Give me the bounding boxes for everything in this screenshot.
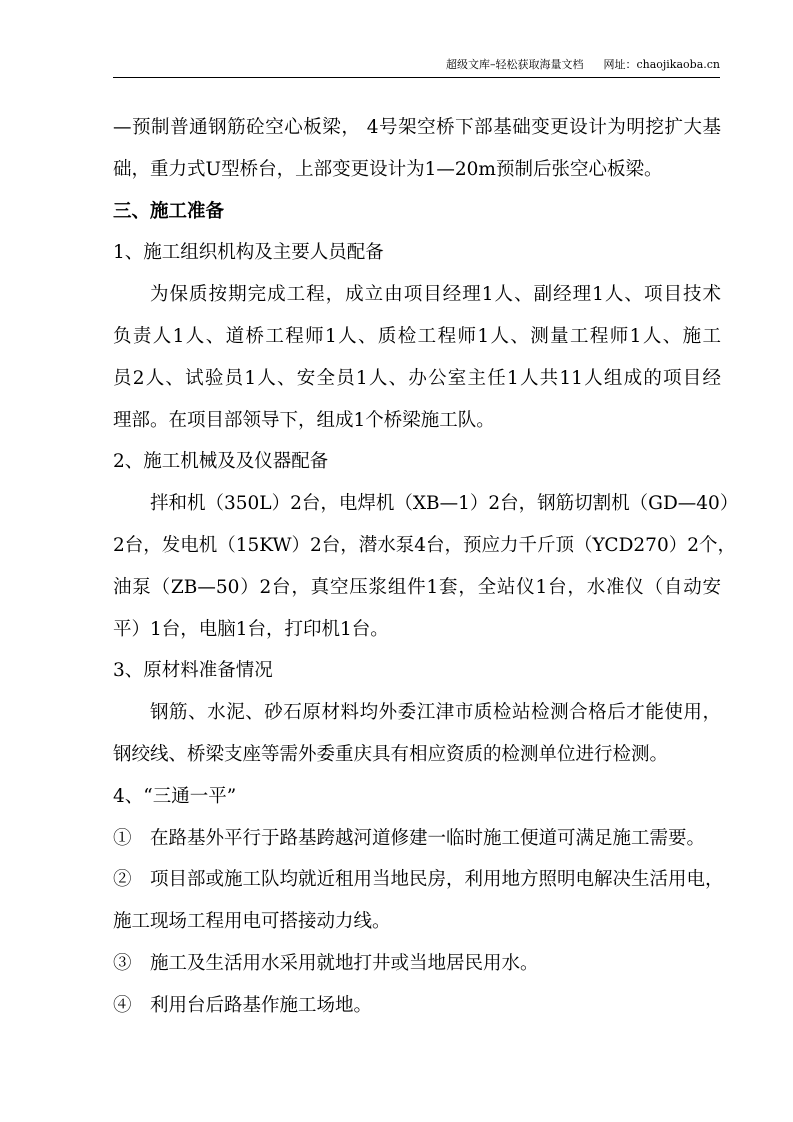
text-line: 拌和机（350L）2台，电焊机（XB—1）2台，钢筋切割机（GD—40） (150, 493, 739, 515)
text-line: 负责人1人、道桥工程师1人、质检工程师1人、测量工程师1人、施工 (113, 325, 721, 347)
text-line: 4、“三通一平” (113, 785, 237, 807)
header-url: 网址：chaojikaoba.cn (603, 58, 720, 71)
text-line: ④ 利用台后路基作施工场地。 (113, 994, 373, 1016)
header-site-name: 超级文库–轻松获取海量文档 (445, 58, 584, 71)
text-line: 员2人、试验员1人、安全员1人、办公室主任1人共11人组成的项目经 (113, 367, 721, 389)
text-line: ② 项目部或施工队均就近租用当地民房，利用地方照明电解决生活用电， (113, 869, 724, 891)
text-line: 2台，发电机（15KW）2台，潜水泵4台，预应力千斤顶（YCD270）2个， (113, 534, 736, 556)
text-line: 钢筋、水泥、砂石原材料均外委江津市质检站检测合格后才能使用， (150, 702, 721, 724)
text-line: 1、施工组织机构及主要人员配备 (113, 242, 384, 264)
text-line: —预制普通钢筋砼空心板梁， 4号架空桥下部基础变更设计为明挖扩大基 (113, 117, 721, 138)
text-line: 3、原材料准备情况 (113, 660, 273, 682)
text-line: ① 在路基外平行于路基跨越河道修建一临时施工便道可满足施工需要。 (113, 827, 706, 849)
text-line: 础，重力式U型桥台，上部变更设计为1—20m预制后张空心板梁。 (113, 158, 663, 180)
text-line: ③ 施工及生活用水采用就地打井或当地居民用水。 (113, 952, 539, 974)
text-line: 为保质按期完成工程，成立由项目经理1人、副经理1人、项目技术 (150, 284, 721, 306)
page-header (113, 56, 720, 78)
text-line: 施工现场工程用电可搭接动力线。 (113, 911, 391, 933)
text-line: 平）1台，电脑1台，打印机1台。 (113, 618, 389, 640)
text-line: 2、施工机械及及仪器配备 (113, 451, 329, 473)
document-body (113, 113, 739, 1033)
text-line: 油泵（ZB—50）2台，真空压浆组件1套，全站仪1台，水准仪（自动安 (113, 576, 721, 598)
text-line: 理部。在项目部领导下，组成1个桥梁施工队。 (113, 409, 495, 431)
text-line: 钢绞线、桥梁支座等需外委重庆具有相应资质的检测单位进行检测。 (113, 743, 669, 765)
section-heading: 三、施工准备 (113, 200, 225, 222)
